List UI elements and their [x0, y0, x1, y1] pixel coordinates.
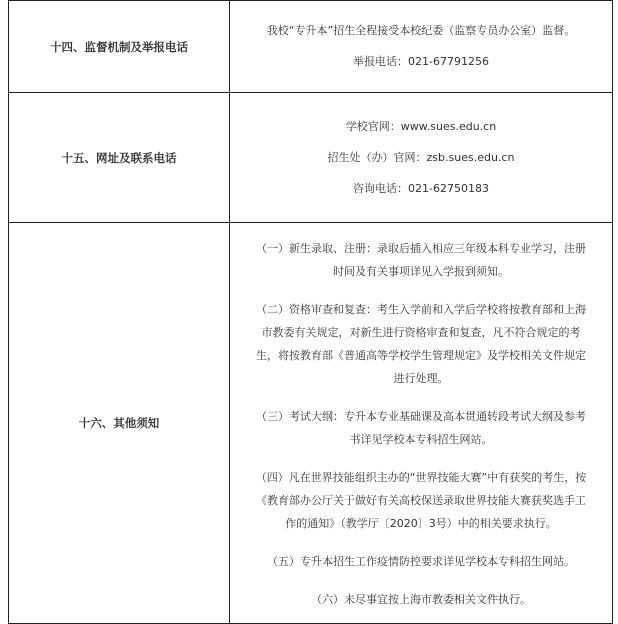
report-phone: 举报电话：021-67791256: [353, 55, 489, 68]
admissions-info-table: [8, 0, 613, 624]
note-paragraph: （二）资格审查和复查：考生入学前和入学后学校将按教育部和上海市教委有关规定，对新生进行资格审查和复查，凡不符合规定的考生，将按教育部《普通高等学校学生管理规定》及学校相关文件规定进行处理。: [256, 303, 586, 385]
row-label-contact: 十五、网址及联系电话: [9, 93, 230, 223]
note-paragraph: （一）新生录取、注册：录取后插入相应三年级本科专业学习，注册时间及有关事项详见入学报到须知。: [256, 242, 586, 278]
admissions-website: 招生处（办）官网：zsb.sues.edu.cn: [327, 151, 515, 164]
note-paragraph: （六）未尽事宜按上海市教委相关文件执行。: [311, 593, 531, 606]
consult-phone: 咨询电话：021-62750183: [353, 182, 489, 195]
note-paragraph: （三）考试大纲：专升本专业基础课及高本贯通转段考试大纲及参考书详见学校本专科招生网站。: [256, 410, 586, 446]
note-paragraph: （四）凡在世界技能组织主办的“世界技能大赛”中有获奖的考生，按《教育部办公厅关于做好有关高校保送录取世界技能大赛获奖选手工作的通知》（教学厅〔2020〕3号）中的相关要求执行。: [255, 471, 587, 530]
supervision-text: 我校“专升本”招生全程接受本校纪委（监察专员办公室）监督。: [266, 24, 576, 37]
row-label-other-notes: 十六、其他须知: [9, 223, 230, 624]
note-paragraph: （五）专升本招生工作疫情防控要求详见学校本专科招生网站。: [267, 555, 575, 568]
row-label-supervision: 十四、监督机制及举报电话: [9, 1, 230, 93]
row-content-supervision: [230, 1, 613, 93]
row-content-other-notes: [230, 223, 613, 624]
table-row: [9, 1, 613, 93]
row-content-contact: [230, 93, 613, 223]
table-row: [9, 223, 613, 624]
school-website: 学校官网：www.sues.edu.cn: [345, 120, 497, 133]
table-row: [9, 93, 613, 223]
